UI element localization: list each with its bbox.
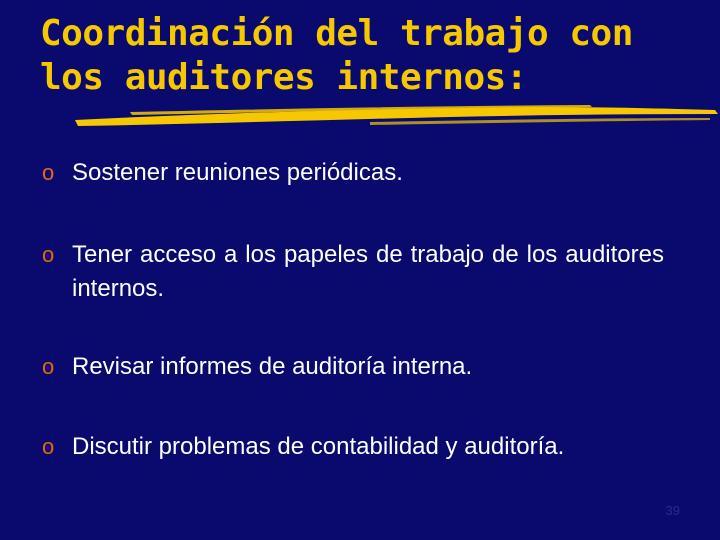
bullet-marker-icon: o: [42, 434, 55, 459]
bullet-text: Tener acceso a los papeles de trabajo de los auditores internos.: [72, 241, 664, 302]
slide-title-line-1: Coordinación del trabajo con: [40, 13, 633, 54]
title-underline-brushstroke: [70, 100, 720, 132]
bullet-text: Discutir problemas de contabilidad y auditoría.: [72, 433, 565, 460]
bullet-marker-icon: o: [42, 160, 55, 185]
bullet-text: Sostener reuniones periódicas.: [72, 159, 403, 186]
page-number: 39: [665, 503, 680, 518]
bullet-marker-icon: o: [42, 354, 55, 379]
bullet-item: [42, 430, 664, 464]
slide-title-line-2: los auditores internos:: [40, 57, 527, 98]
bullet-item: [42, 238, 664, 306]
bullet-text: Revisar informes de auditoría interna.: [72, 353, 473, 380]
slide-title: [40, 12, 700, 100]
bullet-item: [42, 156, 664, 190]
bullet-marker-icon: o: [42, 242, 55, 267]
bullet-item: [42, 350, 664, 384]
